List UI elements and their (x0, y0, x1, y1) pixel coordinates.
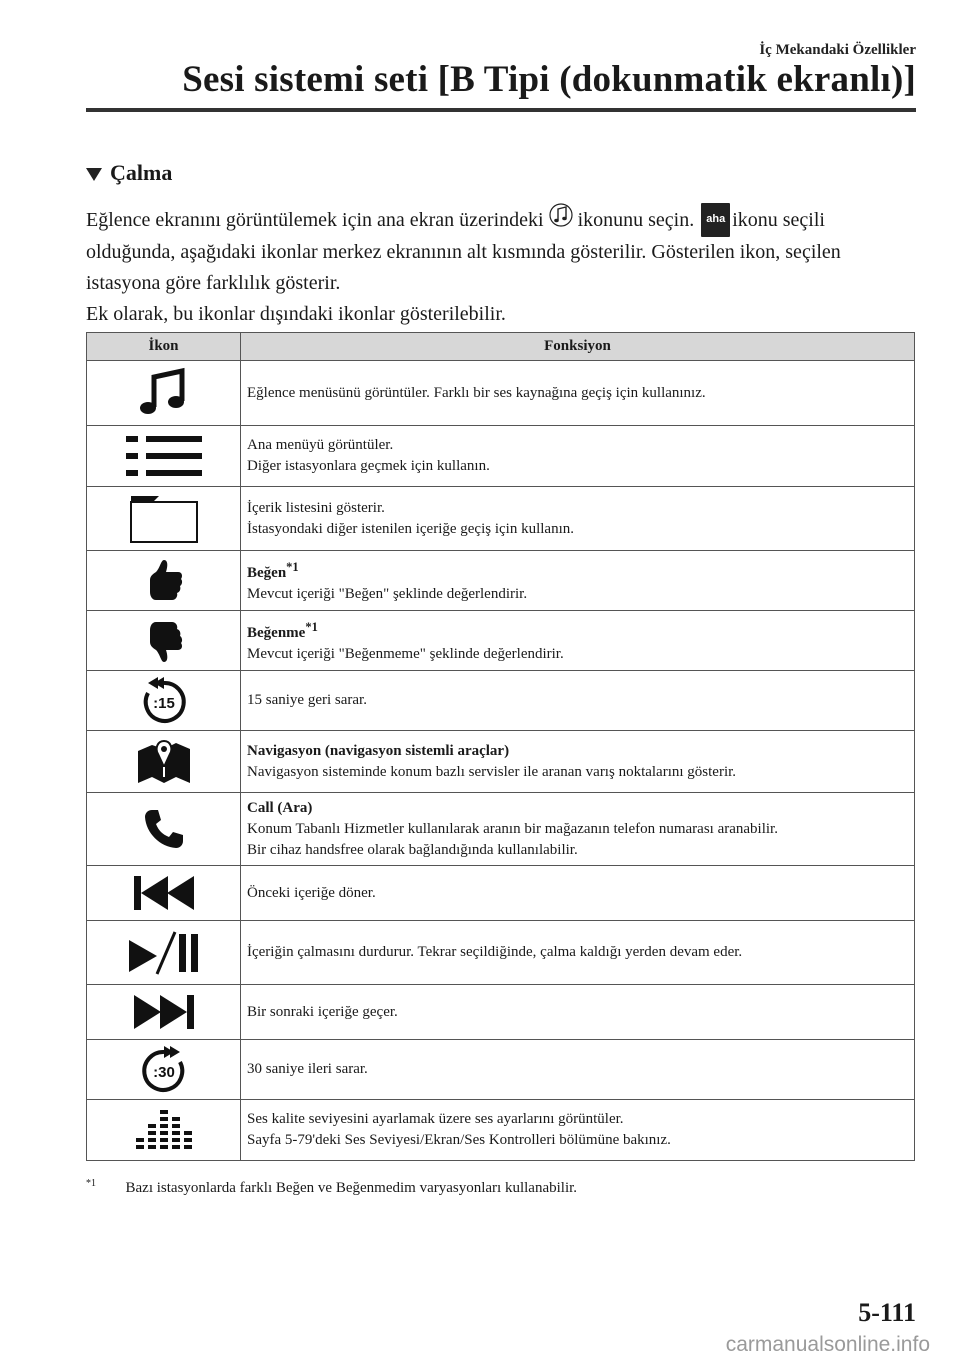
previous-track-icon (132, 874, 196, 912)
function-text: 30 saniye ileri sarar. (247, 1061, 368, 1077)
section-label: İç Mekandaki Özellikler (759, 42, 916, 58)
rewind-15-icon (140, 677, 188, 725)
table-row (87, 361, 915, 426)
table-row (87, 487, 915, 551)
function-text: 15 saniye geri sarar. (247, 692, 367, 708)
function-text: Eğlence menüsünü görüntüler. Farklı bir ses kaynağına geçiş için kullanınız. (247, 384, 706, 401)
table-row (87, 1100, 915, 1161)
equalizer-icon (133, 1108, 195, 1152)
watermark: carmanualsonline.info (725, 1333, 930, 1356)
intro-text (86, 201, 918, 330)
table-row (87, 611, 915, 671)
function-text: Diğer istasyonlara geçmek için kullanın. (247, 458, 490, 474)
triangle-bullet-icon (86, 168, 102, 181)
table-row (87, 921, 915, 985)
thumbs-down-icon (144, 618, 184, 664)
footnote (86, 1178, 577, 1197)
table-row (87, 793, 915, 866)
forward-30-label: :30 (152, 1063, 175, 1081)
footnote-marker: *1 (286, 559, 299, 574)
section-heading (86, 160, 172, 186)
function-title (247, 557, 908, 584)
function-title-text: Beğen (247, 564, 287, 581)
play-pause-icon (127, 930, 201, 976)
map-pin-icon (136, 737, 192, 787)
list-menu-icon (124, 434, 204, 478)
table-row (87, 551, 915, 611)
forward-30-icon (140, 1046, 188, 1094)
page-title: Sesi sistemi seti [B Tipi (dokunmatik ekranlı)] (182, 59, 916, 100)
table-row (87, 1040, 915, 1100)
footnote-text: Bazı istasyonlarda farklı Beğen ve Beğenmedim varyasyonları kullanabilir. (125, 1180, 578, 1196)
function-text: İçeriğin çalmasını durdurur. Tekrar seçildiğinde, çalma kaldığı yerden devam eder. (247, 944, 743, 960)
header-divider (86, 108, 916, 112)
column-header-icon: İkon (87, 333, 241, 361)
column-header-function: Fonksiyon (241, 333, 915, 361)
function-text: Ses kalite seviyesini ayarlamak üzere ses ayarlarını görüntüler. (247, 1111, 624, 1127)
heading-text: Çalma (110, 160, 173, 185)
icon-function-table (86, 332, 915, 1161)
intro-text-part: Eğlence ekranını görüntülemek için ana ekran üzerindeki (86, 209, 544, 231)
table-row (87, 426, 915, 487)
footnote-marker: *1 (86, 1178, 96, 1189)
function-title: Navigasyon (navigasyon sistemli araçlar) (247, 742, 510, 759)
thumbs-up-icon (144, 558, 184, 604)
function-text: Bir sonraki içeriğe geçer. (247, 1003, 398, 1020)
function-text: Önceki içeriğe döner. (247, 884, 376, 901)
table-row (87, 866, 915, 921)
function-title: Call (Ara) (247, 799, 313, 816)
function-title (247, 617, 908, 644)
function-text: Konum Tabanlı Hizmetler kullanılarak aranın bir mağazanın telefon numarası aranabilir. (247, 820, 778, 837)
footnote-marker: *1 (305, 619, 318, 634)
function-text: Mevcut içeriği "Beğen" şeklinde değerlendirir. (247, 585, 528, 602)
function-text: Navigasyon sisteminde konum bazlı servisler ile aranan varış noktalarını gösterir. (247, 763, 737, 780)
phone-icon (142, 807, 186, 851)
table-row (87, 671, 915, 731)
function-text: İçerik listesini gösterir. (247, 499, 385, 516)
function-text: İstasyondaki diğer istenilen içeriğe geçiş için kullanın. (247, 520, 574, 537)
table-row (87, 731, 915, 793)
folder-icon (129, 494, 199, 544)
table-header-row (87, 333, 915, 361)
table-row (87, 985, 915, 1040)
function-text: Ana menüyü görüntüler. (247, 437, 394, 453)
intro-paragraph-1 (86, 201, 918, 299)
next-track-icon (132, 993, 196, 1031)
intro-paragraph-2: Ek olarak, bu ikonlar dışındaki ikonlar gösterilebilir. (86, 303, 506, 325)
music-note-icon (136, 367, 192, 419)
rewind-15-label: :15 (152, 694, 175, 712)
intro-text-part: ikonu seçili olduğunda, aşağıdaki ikonlar merkez ekranının alt kısmında gösterilir. Gösterilen ikon, seçilen istasyona göre farklılık gösterir. (86, 209, 841, 294)
page-number: 5-111 (858, 1298, 916, 1327)
function-text: Bir cihaz handsfree olarak bağlandığında kullanılabilir. (247, 841, 578, 858)
aha-icon: aha (701, 203, 730, 237)
function-text: Sayfa 5-79'deki Ses Seviyesi/Ekran/Ses Kontrolleri bölümüne bakınız. (247, 1132, 671, 1148)
intro-text-part: ikonunu seçin. (577, 209, 695, 231)
function-title-text: Beğenme (247, 624, 306, 641)
function-text: Mevcut içeriği "Beğenmeme" şeklinde değerlendirir. (247, 645, 564, 662)
music-note-icon (549, 201, 573, 229)
